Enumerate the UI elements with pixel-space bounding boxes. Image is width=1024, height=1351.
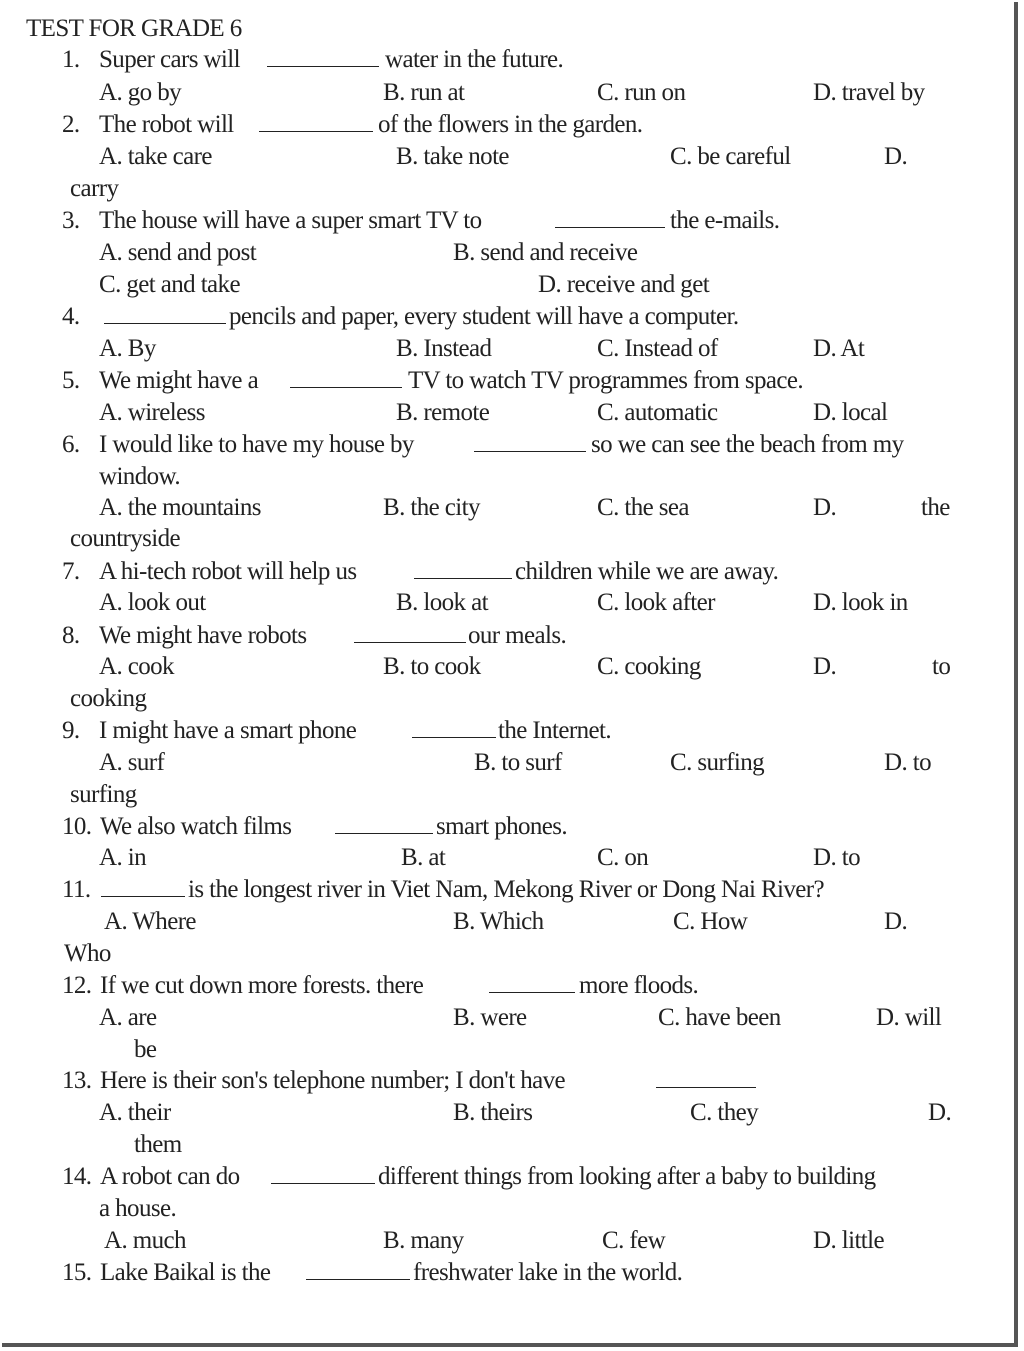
- question-12-option-d-wrap: be: [134, 1036, 157, 1063]
- question-4-blank[interactable]: [104, 302, 226, 332]
- question-6-option-d-wrap: countryside: [70, 525, 181, 552]
- question-13-option-d-wrap: them: [134, 1131, 182, 1158]
- question-6-text-before: I would like to have my house by: [99, 431, 414, 458]
- question-8-option-b: B. to cook: [383, 653, 481, 680]
- question-6-option-c: C. the sea: [597, 494, 689, 521]
- question-10-option-a: A. in: [99, 844, 147, 871]
- question-11-blank[interactable]: [101, 875, 185, 905]
- question-10-blank[interactable]: [335, 812, 433, 842]
- question-1-option-b: B. run at: [383, 79, 465, 106]
- question-8-text-after: our meals.: [468, 622, 567, 649]
- question-15-number: 15.: [62, 1259, 92, 1286]
- question-3-number: 3.: [62, 207, 80, 234]
- question-12-text-before: If we cut down more forests. there: [100, 972, 424, 999]
- question-15-text-before: Lake Baikal is the: [100, 1259, 271, 1286]
- question-11-option-c: C. How: [673, 908, 748, 935]
- question-3-text-after: the e-mails.: [670, 207, 780, 234]
- question-14-blank[interactable]: [271, 1162, 375, 1192]
- question-11-option-b: B. Which: [453, 908, 544, 935]
- question-6-option-a: A. the mountains: [99, 494, 261, 521]
- question-12-option-d: D. will: [876, 1004, 942, 1031]
- question-7-blank[interactable]: [414, 557, 512, 587]
- question-6-option-d: D.: [813, 494, 837, 521]
- question-13-blank[interactable]: [656, 1066, 756, 1096]
- question-4-option-d: D. At: [813, 335, 865, 362]
- question-10-number: 10.: [62, 813, 92, 840]
- question-5-option-a: A. wireless: [99, 399, 205, 426]
- question-3-option-c: C. get and take: [99, 271, 240, 298]
- question-9-number: 9.: [62, 717, 80, 744]
- question-5-option-b: B. remote: [396, 399, 490, 426]
- question-7-option-a: A. look out: [99, 589, 206, 616]
- question-9-text-after: the Internet.: [498, 717, 611, 744]
- question-8-option-c: C. cooking: [597, 653, 701, 680]
- question-2-option-b: B. take note: [396, 143, 509, 170]
- question-5-text-after: TV to watch TV programmes from space.: [408, 367, 804, 394]
- question-8-blank[interactable]: [354, 621, 466, 651]
- question-4-option-c: C. Instead of: [597, 335, 718, 362]
- question-2-option-c: C. be careful: [670, 143, 791, 170]
- question-11-text-after: is the longest river in Viet Nam, Mekong River or Dong Nai River?: [188, 876, 824, 903]
- question-2-option-d-wrap: carry: [70, 175, 119, 202]
- question-14-text-continued: a house.: [99, 1195, 177, 1222]
- question-2-text-after: of the flowers in the garden.: [378, 111, 643, 138]
- question-11-option-a: A. Where: [104, 908, 196, 935]
- question-14-option-b: B. many: [383, 1227, 464, 1254]
- question-6-option-b: B. the city: [383, 494, 480, 521]
- question-5-option-d: D. local: [813, 399, 888, 426]
- question-6-number: 6.: [62, 431, 80, 458]
- question-15-text-after: freshwater lake in the world.: [413, 1259, 683, 1286]
- question-11-number: 11.: [62, 876, 91, 903]
- question-12-text-after: more floods.: [579, 972, 699, 999]
- question-14-text-after: different things from looking after a baby to building: [378, 1163, 876, 1190]
- question-13-option-b: B. theirs: [453, 1099, 533, 1126]
- question-14-option-a: A. much: [104, 1227, 186, 1254]
- question-2-blank[interactable]: [259, 110, 373, 140]
- question-3-option-b: B. send and receive: [453, 239, 638, 266]
- question-7-number: 7.: [62, 558, 80, 585]
- question-4-number: 4.: [62, 303, 80, 330]
- question-10-option-c: C. on: [597, 844, 649, 871]
- question-11-option-d: D.: [884, 908, 908, 935]
- question-14-number: 14.: [62, 1163, 92, 1190]
- question-3-option-a: A. send and post: [99, 239, 257, 266]
- question-14-text-before: A robot can do: [100, 1163, 240, 1190]
- question-6-blank[interactable]: [474, 430, 586, 460]
- question-1-blank[interactable]: [267, 45, 379, 75]
- question-5-number: 5.: [62, 367, 80, 394]
- question-7-option-c: C. look after: [597, 589, 715, 616]
- question-3-blank[interactable]: [555, 206, 665, 236]
- question-11-option-d-wrap: Who: [64, 940, 111, 967]
- question-4-text-after: pencils and paper, every student will have a computer.: [229, 303, 739, 330]
- question-12-blank[interactable]: [489, 971, 575, 1001]
- question-6-option-d-part: the: [921, 494, 950, 521]
- question-15-blank[interactable]: [306, 1258, 410, 1288]
- question-5-option-c: C. automatic: [597, 399, 718, 426]
- question-8-text-before: We might have robots: [99, 622, 307, 649]
- question-12-number: 12.: [62, 972, 92, 999]
- question-13-text-before: Here is their son's telephone number; I don't have: [100, 1067, 565, 1094]
- question-9-option-c: C. surfing: [670, 749, 765, 776]
- question-13-option-d: D.: [928, 1099, 952, 1126]
- question-14-option-d: D. little: [813, 1227, 884, 1254]
- question-4-option-b: B. Instead: [396, 335, 492, 362]
- question-6-text-after: so we can see the beach from my: [591, 431, 904, 458]
- question-2-text-before: The robot will: [99, 111, 234, 138]
- question-8-number: 8.: [62, 622, 80, 649]
- question-7-text-after: children while we are away.: [515, 558, 779, 585]
- question-8-option-a: A. cook: [99, 653, 174, 680]
- page-title: TEST FOR GRADE 6: [26, 15, 242, 42]
- question-14-option-c: C. few: [602, 1227, 666, 1254]
- question-10-option-d: D. to: [813, 844, 861, 871]
- question-12-option-c: C. have been: [658, 1004, 781, 1031]
- question-1-text-after: water in the future.: [385, 46, 564, 73]
- question-9-text-before: I might have a smart phone: [99, 717, 357, 744]
- question-13-option-a: A. their: [99, 1099, 171, 1126]
- question-8-option-d: D.: [813, 653, 837, 680]
- question-13-number: 13.: [62, 1067, 92, 1094]
- question-9-option-d: D. to: [884, 749, 932, 776]
- question-9-option-d-wrap: surfing: [70, 781, 137, 808]
- question-1-text-before: Super cars will: [99, 46, 240, 73]
- question-5-text-before: We might have a: [99, 367, 259, 394]
- question-12-option-b: B. were: [453, 1004, 527, 1031]
- question-2-number: 2.: [62, 111, 80, 138]
- question-1-option-d: D. travel by: [813, 79, 925, 106]
- question-8-option-d-wrap: cooking: [70, 685, 147, 712]
- question-1-number: 1.: [62, 46, 80, 73]
- question-1-option-a: A. go by: [99, 79, 182, 106]
- question-5-blank[interactable]: [290, 366, 402, 396]
- question-9-blank[interactable]: [412, 716, 496, 746]
- question-7-text-before: A hi-tech robot will help us: [99, 558, 357, 585]
- question-10-text-after: smart phones.: [436, 813, 568, 840]
- question-9-option-b: B. to surf: [474, 749, 562, 776]
- question-13-option-c: C. they: [690, 1099, 759, 1126]
- question-2-option-d: D.: [884, 143, 908, 170]
- question-7-option-d: D. look in: [813, 589, 908, 616]
- question-10-text-before: We also watch films: [100, 813, 292, 840]
- question-2-option-a: A. take care: [99, 143, 212, 170]
- question-10-option-b: B. at: [401, 844, 446, 871]
- question-1-option-c: C. run on: [597, 79, 686, 106]
- question-9-option-a: A. surf: [99, 749, 165, 776]
- question-12-option-a: A. are: [99, 1004, 157, 1031]
- question-3-text-before: The house will have a super smart TV to: [99, 207, 482, 234]
- question-6-text-continued: window.: [99, 463, 180, 490]
- question-7-option-b: B. look at: [396, 589, 488, 616]
- question-4-option-a: A. By: [99, 335, 156, 362]
- question-8-option-d-part: to: [932, 653, 951, 680]
- question-3-option-d: D. receive and get: [538, 271, 710, 298]
